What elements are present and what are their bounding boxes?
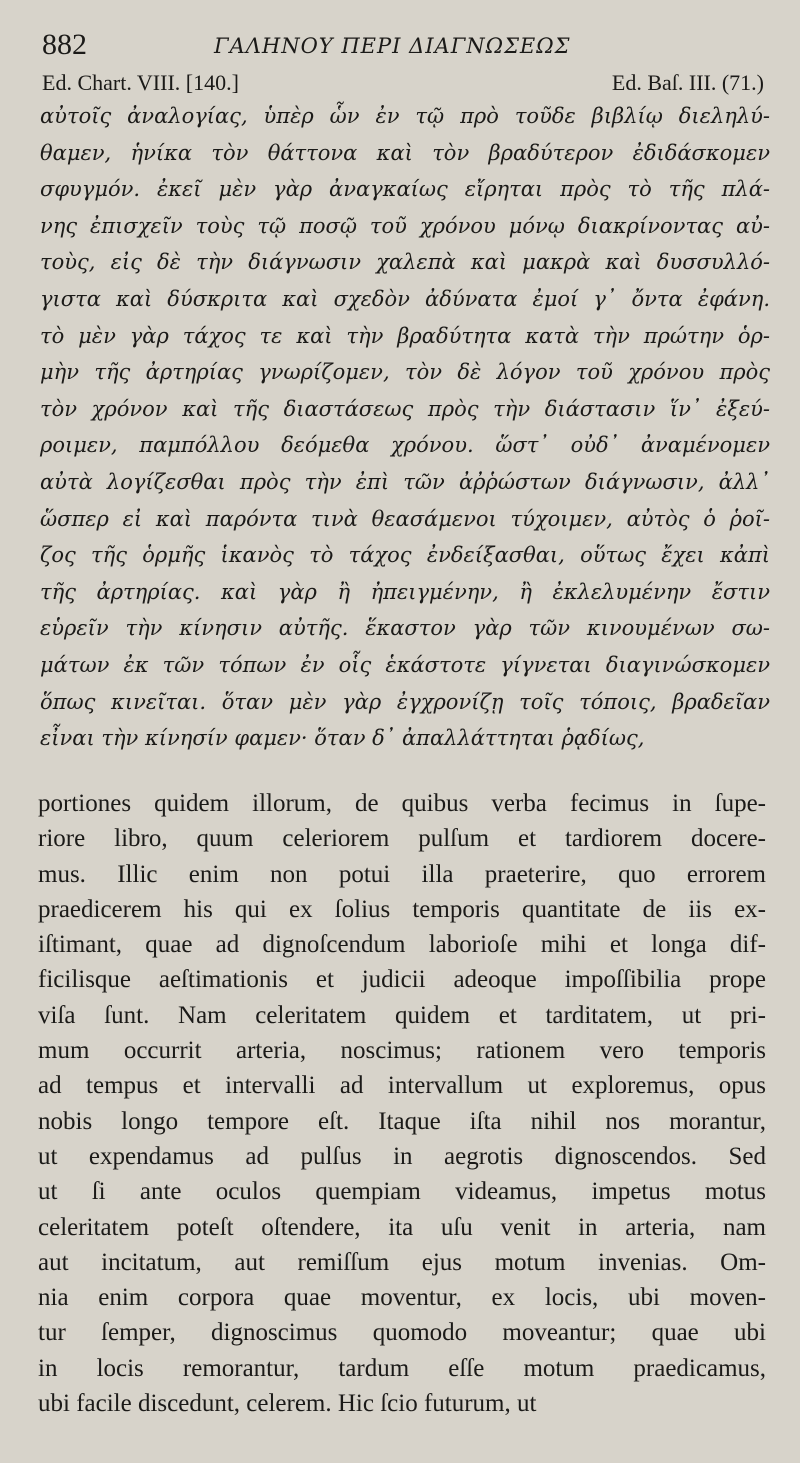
greek-text-line: αὐτοῖς ἀναλογίας, ὑπὲρ ὧν ἐν τῷ πρὸ τοῦδε βιβλίῳ διεληλύ- — [40, 104, 770, 128]
latin-text-line: tur ſemper, dignoscimus quomodo moveantur; quae ubi — [38, 1319, 766, 1347]
latin-text-line: in locis remorantur, tardum eſſe motum praedicamus, — [38, 1354, 766, 1382]
latin-text-line: nia enim corpora quae moventur, ex locis, ubi moven- — [38, 1284, 766, 1312]
greek-text-line: νης ἐπισχεῖν τοὺς τῷ ποσῷ τοῦ χρόνου μόνῳ διακρίνοντας αὐ- — [40, 213, 770, 238]
latin-text-line: ficilisque aeſtimationis et judicii adeoque impoſſibilia prope — [38, 966, 766, 994]
latin-text-line: portiones quidem illorum, de quibus verba fecimus in ſupe- — [38, 790, 766, 817]
greek-text-line: τοὺς, εἰς δὲ τὴν διάγνωσιν χαλεπὰ καὶ μακρὰ καὶ δυσσυλλό- — [40, 250, 770, 275]
greek-text-line: ζος τῆς ὁρμῆς ἱκανὸς τὸ τάχος ἐνδείξασθαι, οὕτως ἔχει κἀπὶ — [40, 543, 770, 568]
latin-text-line: mum occurrit arteria, noscimus; rationem vero temporis — [38, 1037, 766, 1065]
greek-text-block — [40, 98, 770, 757]
greek-text-line: τὸ μὲν γὰρ τάχος τε καὶ τὴν βραδύτητα κατὰ τὴν πρώτην ὁρ- — [40, 323, 770, 348]
greek-text-line: εἶναι τὴν κίνησίν φαμεν· ὅταν δ᾽ ἀπαλλάττηται ῥᾳδίως, — [40, 726, 645, 751]
latin-text-line: iſtimant, quae ad dignoſcendum laborioſe mihi et longa dif- — [38, 931, 766, 959]
greek-text-line: σφυγμόν. ἐκεῖ μὲν γὰρ ἀναγκαίως εἴρηται πρὸς τὸ τῆς πλά- — [40, 177, 770, 202]
running-title: ΓΑΛΗΝΟΥ ΠΕΡΙ ΔΙΑΓΝΩΣΕΩΣ — [214, 34, 571, 58]
greek-text-line: μάτων ἐκ τῶν τόπων ἐν οἷς ἑκάστοτε γίγνεται διαγινώσκομεν — [40, 652, 770, 677]
greek-text-line: μὴν τῆς ἀρτηρίας γνωρίζομεν, τὸν δὲ λόγον τοῦ χρόνου πρὸς — [40, 360, 770, 385]
latin-text-line: nobis longo tempore eſt. Itaque iſta nihil nos morantur, — [38, 1107, 766, 1135]
latin-text-line: aut incitatum, aut remiſſum ejus motum invenias. Om- — [38, 1248, 766, 1276]
greek-text-line: γιστα καὶ δύσκριτα καὶ σχεδὸν ἀδύνατα ἐμοί γ᾽ ὄντα ἐφάνη. — [40, 286, 770, 311]
latin-text-line: ut ſi ante oculos quempiam videamus, impetus motus — [38, 1178, 766, 1206]
latin-text-line: ut expendamus ad pulſus in aegrotis dignoscendos. Sed — [38, 1142, 766, 1170]
latin-text-line: riore libro, quum celeriorem pulſum et tardiorem docere- — [38, 825, 766, 853]
edition-chartier: Ed. Chart. VIII. [140.] — [42, 70, 239, 95]
page-number: 882 — [42, 28, 87, 61]
latin-text-line: viſa ſunt. Nam celeritatem quidem et tarditatem, ut pri- — [38, 1001, 766, 1029]
latin-text-line: celeritatem poteſt oſtendere, ita uſu venit in arteria, nam — [38, 1213, 766, 1241]
latin-text-line: ad tempus et intervalli ad intervallum ut exploremus, opus — [38, 1072, 766, 1100]
greek-text-line: θαμεν, ἡνίκα τὸν θάττονα καὶ τὸν βραδύτερον ἐδιδάσκομεν — [40, 140, 770, 165]
greek-text-line: ὥσπερ εἰ καὶ παρόντα τινὰ θεασάμενοι τύχοιμεν, αὐτὸς ὁ ῥοῖ- — [40, 506, 770, 531]
page-header — [42, 28, 760, 68]
latin-text-line: praedicerem his qui ex ſolius temporis quantitate de iis ex- — [38, 895, 766, 923]
latin-text-block — [38, 786, 766, 1421]
latin-text-line: mus. Illic enim non potui illa praeterire, quo errorem — [38, 860, 766, 888]
greek-text-line: τὸν χρόνον καὶ τῆς διαστάσεως πρὸς τὴν διάστασιν ἵν᾽ ἐξεύ- — [40, 396, 770, 421]
greek-text-line: αὐτὰ λογίζεσθαι πρὸς τὴν ἐπὶ τῶν ἀῤῥώστων διάγνωσιν, ἀλλ᾽ — [40, 469, 770, 494]
edition-basel: Ed. Baſ. III. (71.) — [611, 70, 764, 95]
greek-text-line: ροιμεν, παμπόλλου δεόμεθα χρόνου. ὥστ᾽ οὐδ᾽ ἀναμένομεν — [40, 433, 770, 458]
greek-text-line: τῆς ἀρτηρίας. καὶ γὰρ ἢ ἠπειγμένην, ἢ ἐκλελυμένην ἔστιν — [40, 579, 770, 604]
latin-text-line: ubi facile discedunt, celerem. Hic ſcio futurum, ut — [38, 1390, 537, 1418]
greek-text-line: ὅπως κινεῖται. ὅταν μὲν γὰρ ἐγχρονίζῃ τοῖς τόποις, βραδεῖαν — [40, 689, 770, 714]
greek-text-line: εὑρεῖν τὴν κίνησιν αὐτῆς. ἕκαστον γὰρ τῶν κινουμένων σω- — [40, 616, 770, 641]
